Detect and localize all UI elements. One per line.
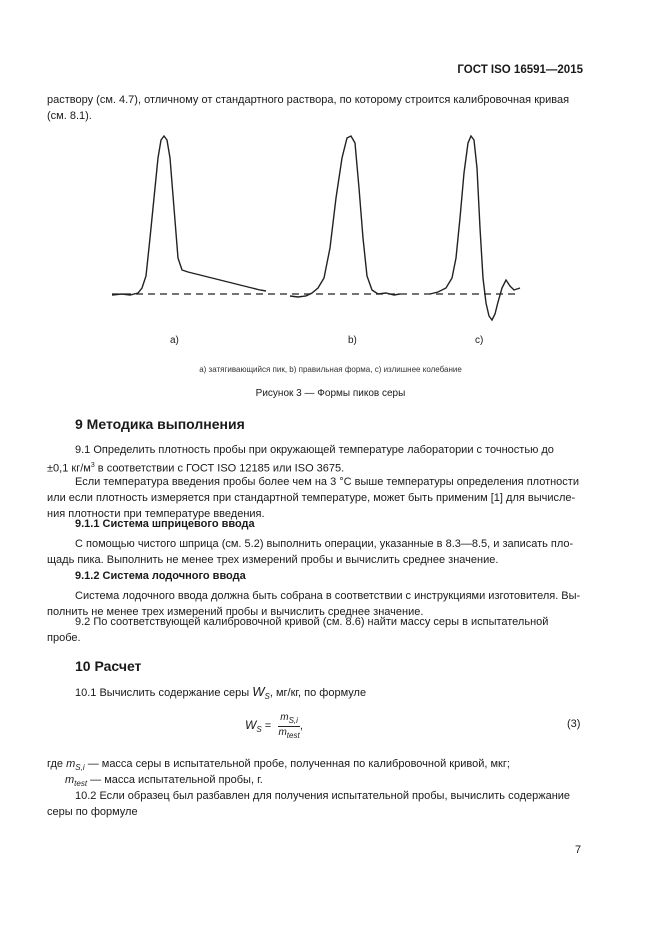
peak-shapes-figure xyxy=(100,128,530,328)
p91-line-1: 9.1 Определить плотность пробы при окружающей температуре лаборатории с точностью до xyxy=(75,444,554,456)
p912-line-2: полнить не менее трех измерений пробы и вычислить среднее значение. xyxy=(47,606,424,618)
figure-caption: Рисунок 3 — Формы пиков серы xyxy=(255,388,406,399)
p911-line-2: щадь пика. Выполнить не менее трех измерений пробы и вычислить среднее значение. xyxy=(47,554,499,566)
paragraph-9-1-1 xyxy=(47,536,583,568)
where-var: m xyxy=(66,758,76,770)
where-sub: S,i xyxy=(75,763,85,773)
paragraph-10-2 xyxy=(47,788,583,820)
document-header: ГОСТ ISO 16591—2015 xyxy=(457,64,583,76)
formula-3 xyxy=(245,712,303,740)
formula-num-var: m xyxy=(280,712,289,723)
p101-var: W xyxy=(252,684,265,699)
figure-legend: а) затягивающийся пик, b) правильная форма, с) излишнее колебание xyxy=(199,365,462,374)
p92-line-2: пробе. xyxy=(47,632,81,644)
where-desc: — масса серы в испытательной пробе, полученная по калибровочной кривой, мкг; xyxy=(84,758,510,770)
figure-label-a: а) xyxy=(170,335,179,346)
formula-comma: , xyxy=(299,719,303,732)
intro-line-1: раствору (см. 4.7), отличному от стандартного раствора, по которому строится калибровочная кривая xyxy=(47,94,570,106)
where-prefix: где xyxy=(47,758,67,770)
paragraph-9-2 xyxy=(47,614,583,646)
p91-temp-line-3: ния плотности при температуре введения. xyxy=(47,508,265,520)
section-10-title: 10 Расчет xyxy=(75,658,142,674)
paragraph-9-1-temperature xyxy=(47,474,583,522)
intro-line-2: (см. 8.1). xyxy=(47,110,92,122)
formula-den-var: m xyxy=(278,727,287,738)
peak-b-correct xyxy=(290,136,400,297)
subsection-9-1-1-title: 9.1.1 Система шприцевого ввода xyxy=(75,518,255,530)
where2-var: m xyxy=(65,774,75,786)
where2-sub: test xyxy=(74,779,88,789)
where2-desc: — масса испытательной пробы, г. xyxy=(87,774,263,786)
intro-paragraph xyxy=(47,92,583,124)
formula-fraction xyxy=(278,712,300,740)
equation-number: (3) xyxy=(567,718,581,730)
figure-label-c: с) xyxy=(475,335,484,346)
p91-temp-line-2: или если плотность измеряется при стандартной температуре, может быть применим [1] для вычисле- xyxy=(47,492,576,504)
p91-density-sup: 3 xyxy=(90,462,95,469)
p101-post: , мг/кг, по формуле xyxy=(269,687,367,699)
formula-den-sub: test xyxy=(286,731,300,740)
p912-line-1: Система лодочного ввода должна быть собрана в соответствии с инструкциями изготовителя. Вы- xyxy=(75,590,581,602)
paragraph-10-1 xyxy=(47,684,583,705)
peak-c-overshoot xyxy=(430,136,520,320)
p91-temp-line-1: Если температура введения пробы более чем на 3 °С выше температуры определения плотности xyxy=(75,476,579,488)
p91-density-post: в соответствии с ГОСТ ISO 12185 или ISO 3675. xyxy=(94,462,345,475)
section-9-title: 9 Методика выполнения xyxy=(75,416,245,432)
p911-line-1: С помощью чистого шприца (см. 5.2) выполнить операции, указанные в 8.3—8.5, и записать пло- xyxy=(75,538,574,550)
page-number: 7 xyxy=(575,844,582,856)
formula-equals: = xyxy=(261,719,275,732)
figure-label-b: b) xyxy=(348,335,357,346)
p102-line-2: серы по формуле xyxy=(47,806,138,818)
p92-line-1: 9.2 По соответствующей калибровочной кривой (см. 8.6) найти массу серы в испытательной xyxy=(75,616,549,628)
formula-num-sub: S,i xyxy=(288,716,298,725)
p91-density-text: ±0,1 кг/м xyxy=(47,462,91,475)
p102-line-1: 10.2 Если образец был разбавлен для получения испытательной пробы, вычислить содержание xyxy=(75,790,571,802)
peak-a-tailing xyxy=(112,136,266,295)
formula-lhs-sub: S xyxy=(256,725,262,735)
formula-numerator xyxy=(278,712,300,727)
p101-sub: S xyxy=(264,692,270,702)
paragraph-9-1 xyxy=(47,442,583,458)
formula-lhs: W xyxy=(245,717,257,732)
p101-text: 10.1 Вычислить содержание серы xyxy=(75,687,253,699)
formula-denominator xyxy=(278,727,300,740)
subsection-9-1-2-title: 9.1.2 Система лодочного ввода xyxy=(75,570,246,582)
